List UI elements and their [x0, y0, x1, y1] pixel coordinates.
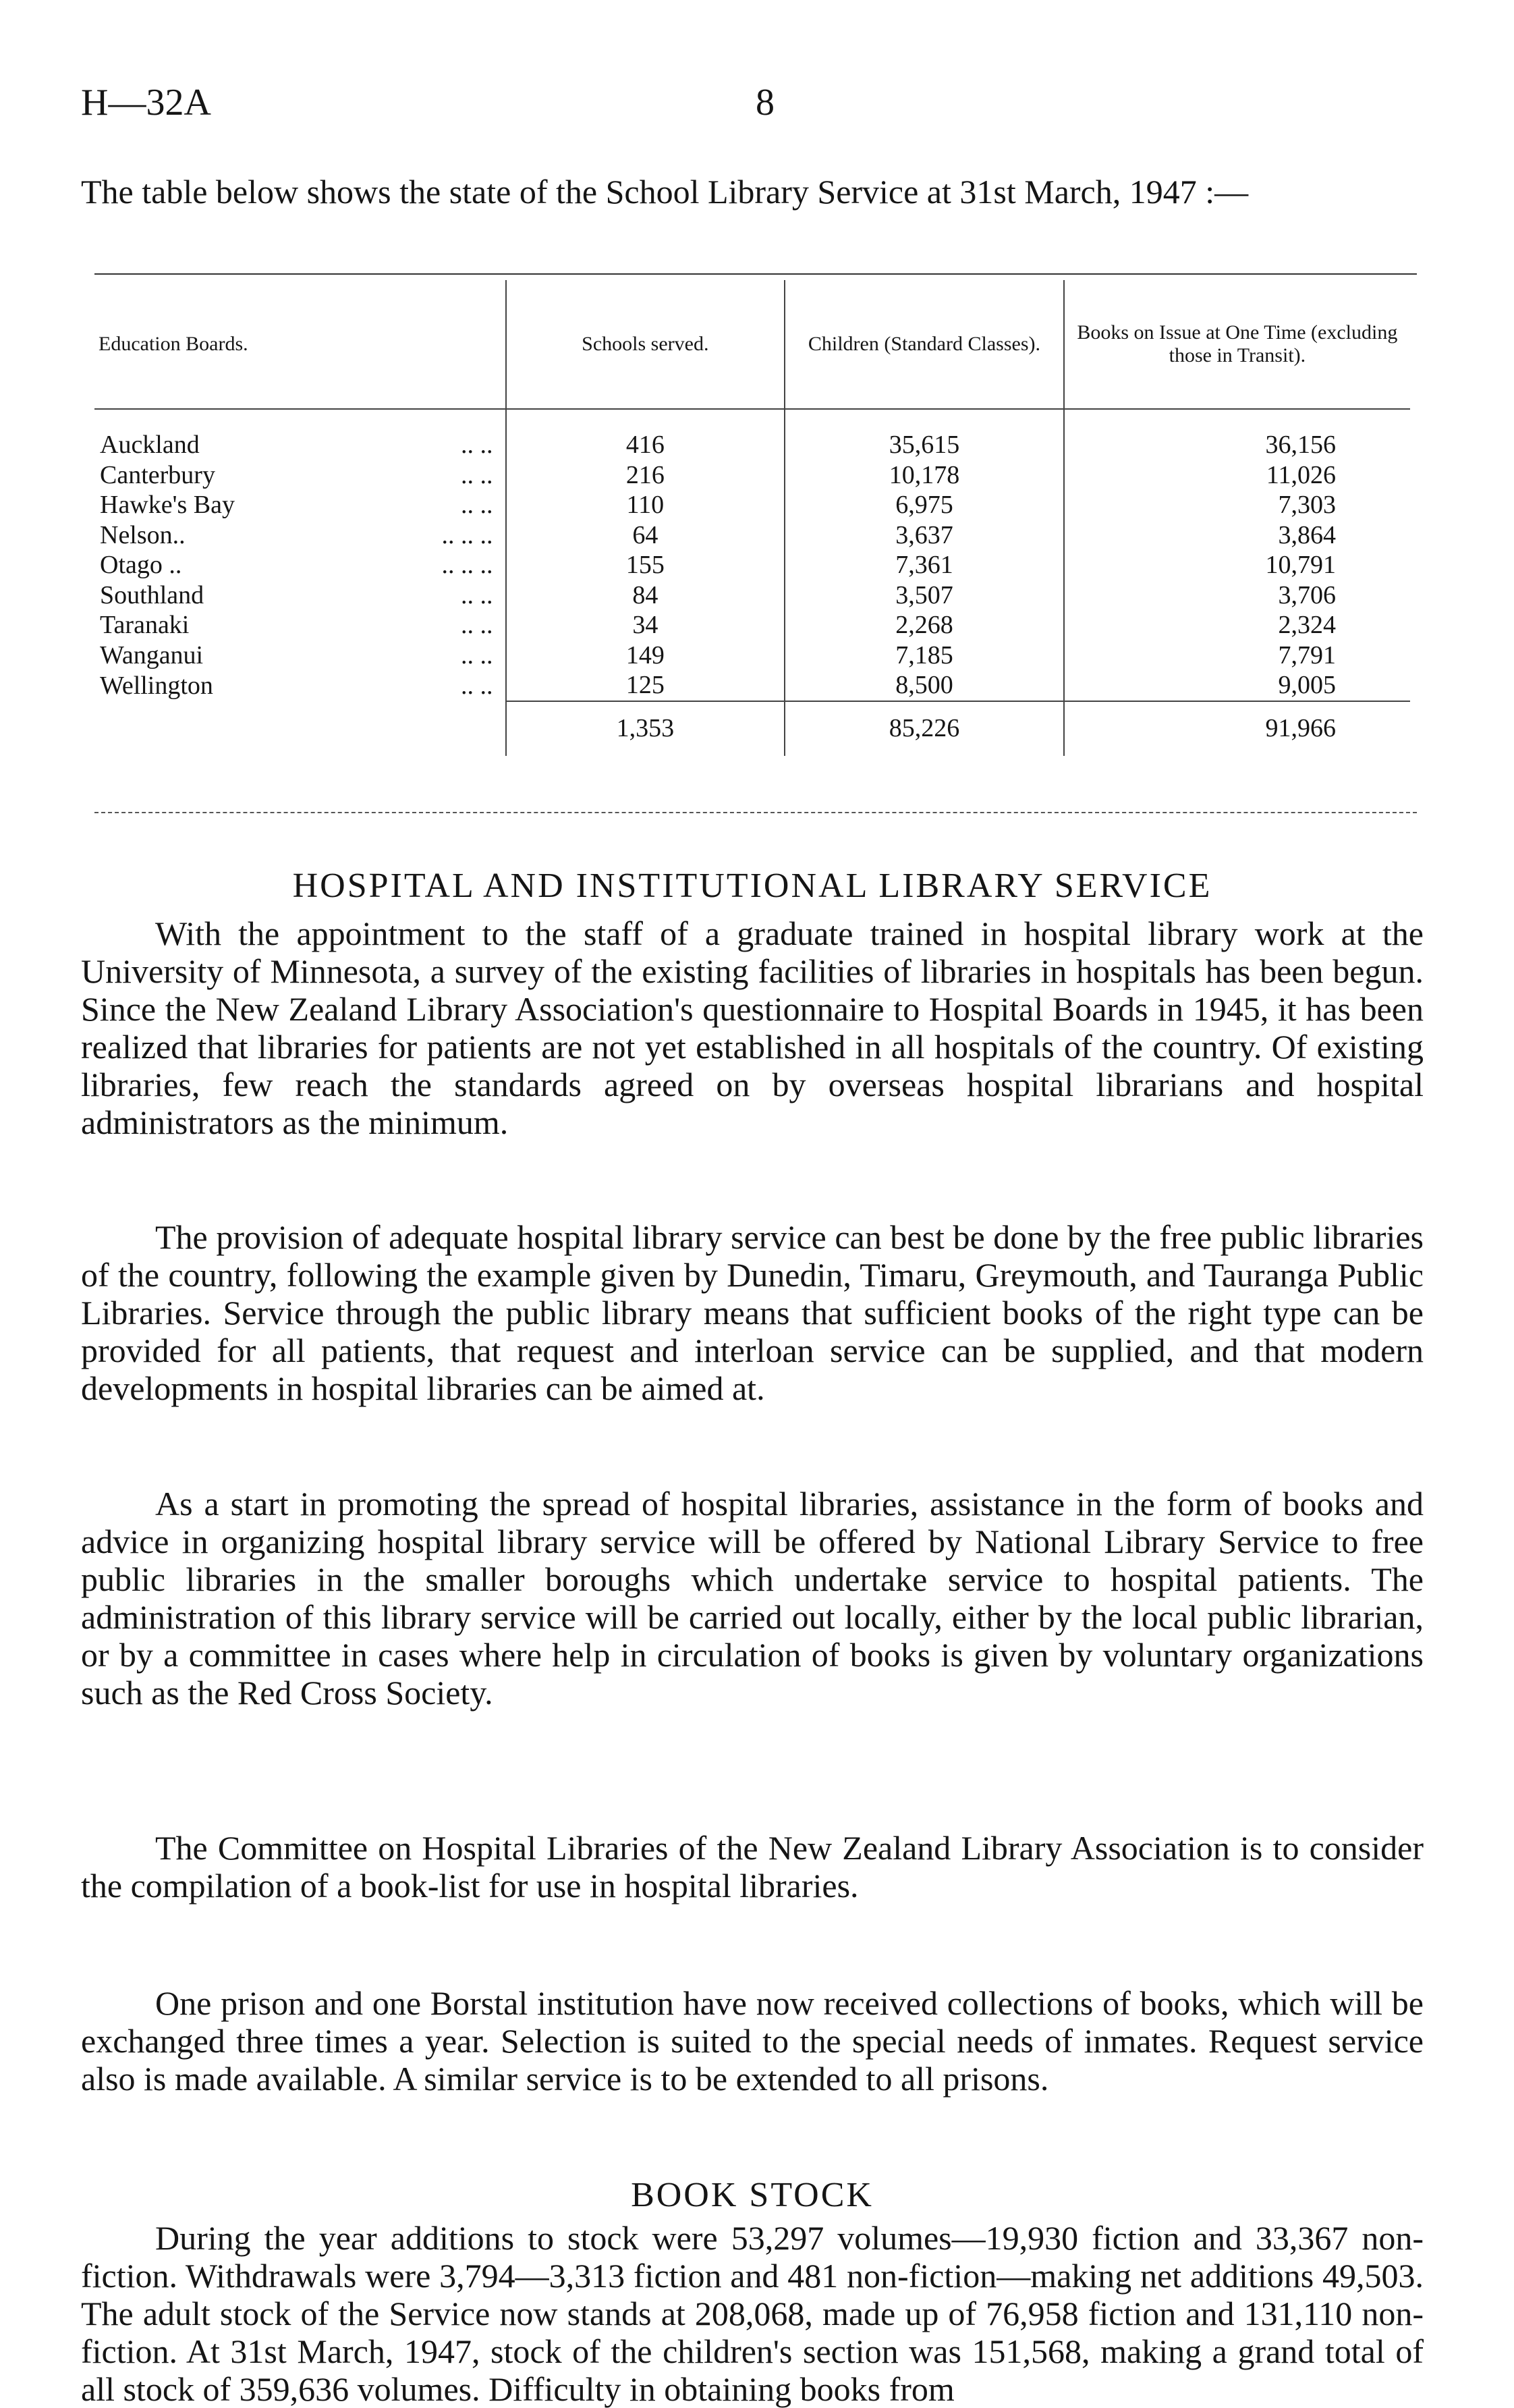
children-cell: 8,500	[785, 670, 1064, 701]
schools-cell: 125	[506, 670, 785, 701]
table-row	[94, 430, 1410, 460]
books-cell: 3,706	[1064, 580, 1410, 611]
board-name: Nelson..	[100, 520, 186, 549]
total-children: 85,226	[785, 701, 1064, 756]
page-number: 8	[756, 82, 775, 124]
book-stock-paragraph: During the year additions to stock were 53,297 volumes—19,930 fiction and 33,367 non-fiction. Withdrawals were 3,794—3,313 fiction and 481 non-fiction—making net additions 49,503. The adult stock of the Service now stands at 208,068, made up of 76,958 fiction and 131,110 non-fiction. At 31st March, 1947, stock of the children's section was 151,568, making a grand total of all stock of 359,636 volumes. Difficulty in obtaining books from	[81, 2219, 1424, 2408]
table-row	[94, 460, 1410, 491]
leader-dots: .. .. ..	[441, 551, 493, 579]
column-header-books: Books on Issue at One Time (excluding those in Transit).	[1064, 280, 1410, 409]
table-row	[94, 550, 1410, 580]
schools-cell: 216	[506, 460, 785, 491]
children-cell: 7,361	[785, 550, 1064, 580]
hospital-paragraph-1: With the appointment to the staff of a graduate trained in hospital library work at the University of Minnesota, a survey of the existing facilities of libraries in hospitals has been begun. Since the New Zealand Library Association's questionnaire to Hospital Boards in 1945, it has been realized that libraries for patients are not yet established in all hospitals of the country. Of existing libraries, few reach the standards agreed on by overseas hospital librarians and hospital administrators as the minimum.	[81, 914, 1424, 1141]
schools-cell: 110	[506, 490, 785, 520]
board-name: Wellington	[100, 671, 213, 700]
books-cell: 3,864	[1064, 520, 1410, 551]
board-name: Wanganui	[100, 640, 204, 669]
schools-cell: 34	[506, 610, 785, 640]
hospital-paragraph-4: The Committee on Hospital Libraries of the New Zealand Library Association is to consider the compilation of a book-list for use in hospital libraries.	[81, 1829, 1424, 1905]
schools-cell: 64	[506, 520, 785, 551]
hospital-paragraph-3: As a start in promoting the spread of hospital libraries, assistance in the form of books and advice in organizing hospital library service will be offered by National Library Service to free public libraries in the smaller boroughs which undertake service to hospital patients. The administration of this library service will be carried out locally, either by the local public librarian, or by a committee in cases where help in circulation of books is given by voluntary organizations such as the Red Cross Society.	[81, 1485, 1424, 1712]
board-name: Auckland	[100, 431, 200, 459]
book-stock-title: BOOK STOCK	[631, 2176, 874, 2214]
total-books: 91,966	[1064, 701, 1410, 756]
books-cell: 2,324	[1064, 610, 1410, 640]
books-cell: 7,791	[1064, 640, 1410, 671]
hospital-section-title: HOSPITAL AND INSTITUTIONAL LIBRARY SERVICE	[292, 867, 1212, 905]
leader-dots: .. ..	[461, 611, 493, 639]
table-row	[94, 610, 1410, 640]
children-cell: 2,268	[785, 610, 1064, 640]
leader-dots: .. ..	[461, 491, 493, 519]
table-row	[94, 670, 1410, 701]
schools-cell: 155	[506, 550, 785, 580]
leader-dots: .. ..	[461, 671, 493, 700]
table-header-row	[94, 280, 1410, 409]
board-name: Hawke's Bay	[100, 491, 235, 519]
children-cell: 6,975	[785, 490, 1064, 520]
table-row	[94, 520, 1410, 551]
school-library-table	[94, 280, 1410, 810]
table-top-rule	[94, 273, 1417, 275]
board-name: Southland	[100, 580, 204, 609]
table-bottom-rule	[94, 812, 1417, 813]
schools-cell: 149	[506, 640, 785, 671]
column-header-board: Education Boards.	[94, 280, 506, 409]
table-row	[94, 580, 1410, 611]
hospital-paragraph-2: The provision of adequate hospital library service can best be done by the free public libraries of the country, following the example given by Dunedin, Timaru, Greymouth, and Tauranga Public Libraries. Service through the public library means that sufficient books of the right type can be provided for all patients, that request and interloan service can be supplied, and that modern developments in hospital libraries can be aimed at.	[81, 1218, 1424, 1407]
children-cell: 3,637	[785, 520, 1064, 551]
column-header-schools: Schools served.	[506, 280, 785, 409]
document-id: H—32A	[81, 82, 211, 124]
schools-cell: 416	[506, 430, 785, 460]
page-header	[81, 81, 1430, 135]
leader-dots: .. ..	[461, 460, 493, 489]
schools-cell: 84	[506, 580, 785, 611]
books-cell: 11,026	[1064, 460, 1410, 491]
children-cell: 3,507	[785, 580, 1064, 611]
books-cell: 10,791	[1064, 550, 1410, 580]
table-row	[94, 490, 1410, 520]
intro-paragraph: The table below shows the state of the School Library Service at 31st March, 1947 :—	[81, 173, 1249, 211]
books-cell: 9,005	[1064, 670, 1410, 701]
children-cell: 10,178	[785, 460, 1064, 491]
board-name: Otago ..	[100, 551, 182, 579]
column-header-children: Children (Standard Classes).	[785, 280, 1064, 409]
board-name: Canterbury	[100, 460, 215, 489]
board-name: Taranaki	[100, 611, 190, 639]
leader-dots: .. ..	[461, 431, 493, 459]
books-cell: 7,303	[1064, 490, 1410, 520]
children-cell: 35,615	[785, 430, 1064, 460]
leader-dots: .. ..	[461, 640, 493, 669]
total-schools: 1,353	[506, 701, 785, 756]
books-cell: 36,156	[1064, 430, 1410, 460]
hospital-paragraph-5: One prison and one Borstal institution have now received collections of books, which will be exchanged three times a year. Selection is suited to the special needs of inmates. Request service also is made available. A similar service is to be extended to all prisons.	[81, 1984, 1424, 2098]
table-total-row	[94, 701, 1410, 756]
leader-dots: .. .. ..	[441, 520, 493, 549]
leader-dots: .. ..	[461, 580, 493, 609]
children-cell: 7,185	[785, 640, 1064, 671]
table-row	[94, 640, 1410, 671]
